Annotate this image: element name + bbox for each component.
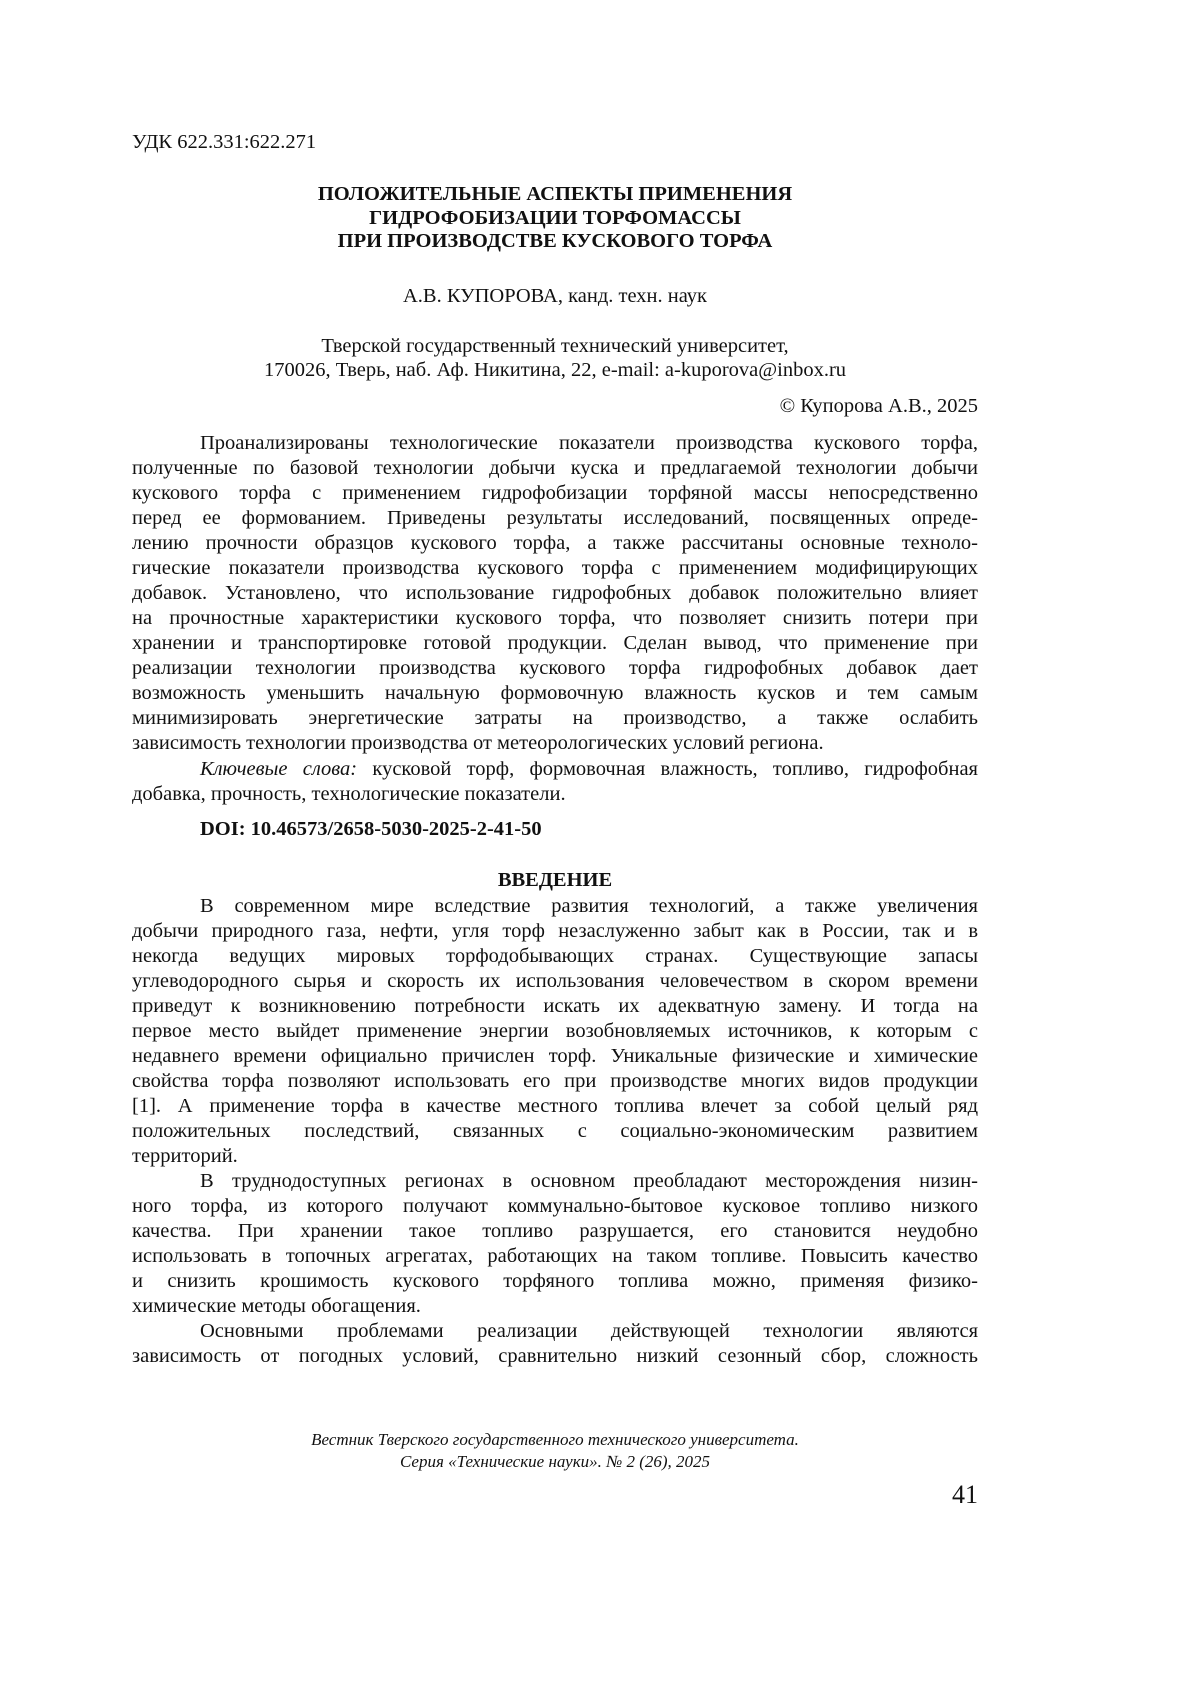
text-line: Основными проблемами реализации действующей технологии являются (200, 1320, 978, 1342)
text-line: некогда ведущих мировых торфодобывающих странах. Существующие запасы (132, 945, 978, 967)
text-line: добавок. Установлено, что использование гидрофобных добавок положительно влияет (132, 582, 978, 604)
text-line: минимизировать энергетические затраты на производство, а также ослабить (132, 707, 978, 729)
text-line: полученные по базовой технологии добычи куска и предлагаемой технологии добычи (132, 457, 978, 479)
text-line: В современном мире вследствие развития технологий, а также увеличения (200, 895, 978, 917)
text-line: качества. При хранении такое топливо разрушается, его становится неудобно (132, 1220, 978, 1242)
udk-code: УДК 622.331:622.271 (132, 131, 317, 153)
affiliation (132, 334, 978, 382)
footer-line: Вестник Тверского государственного технического университета. (311, 1430, 799, 1449)
text-line: свойства торфа позволяют использовать его при производстве многих видов продукции (132, 1070, 978, 1092)
title-line: ПРИ ПРОИЗВОДСТВЕ КУСКОВОГО ТОРФА (337, 230, 773, 252)
text-line: недавнего времени официально причислен торф. Уникальные физические и химические (132, 1045, 978, 1067)
text-line: и снизить крошимость кускового торфяного топлива можно, применяя физико- (132, 1270, 978, 1292)
keywords-label: Ключевые слова: (200, 758, 358, 780)
text-line: Проанализированы технологические показатели производства кускового торфа, (200, 432, 978, 454)
paragraph (132, 894, 978, 1169)
paragraph (132, 1169, 978, 1319)
text-line: лению прочности образцов кускового торфа, а также рассчитаны основные техноло- (132, 532, 978, 554)
abstract (132, 431, 978, 756)
text-line: ного торфа, из которого получают коммунально-бытовое кусковое топливо низкого (132, 1195, 978, 1217)
text-line: первое место выйдет применение энергии возобновляемых источников, к которым с (132, 1020, 978, 1042)
journal-footer (132, 1429, 978, 1473)
page-number: 41 (952, 1480, 978, 1509)
section-heading: ВВЕДЕНИЕ (497, 869, 613, 891)
text-line: хранении и транспортировке готовой продукции. Сделан вывод, что применение при (132, 632, 978, 654)
keywords (132, 757, 978, 807)
text-line: положительных последствий, связанных с социально-экономическим развитием (132, 1120, 978, 1142)
title-line: ПОЛОЖИТЕЛЬНЫЕ АСПЕКТЫ ПРИМЕНЕНИЯ (317, 183, 793, 205)
text-line: возможность уменьшить начальную формовочную влажность кусков и тем самым (132, 682, 978, 704)
body-text (132, 894, 978, 1369)
footer-line: Серия «Технические науки». № 2 (26), 2025 (399, 1452, 711, 1471)
keywords-line (132, 757, 978, 782)
text-line: добычи природного газа, нефти, угля торф незаслуженно забыт как в России, так и в (132, 920, 978, 942)
article-title (132, 183, 978, 254)
text-line: В труднодоступных регионах в основном преобладают месторождения низин- (200, 1170, 978, 1192)
text-line: перед ее формованием. Приведены результаты исследований, посвященных опреде- (132, 507, 978, 529)
text-line: углеводородного сырья и скорость их использования человечеством в скором времени (132, 970, 978, 992)
affiliation-line: Тверской государственный технический университет, (321, 335, 789, 357)
affiliation-line: 170026, Тверь, наб. Аф. Никитина, 22, e-mail: a-kuporova@inbox.ru (263, 359, 847, 381)
keywords-text: кусковой торф, формовочная влажность, топливо, гидрофобная (357, 758, 978, 780)
text-line: гические показатели производства кускового торфа с применением модифицирующих (132, 557, 978, 579)
text-line: территорий. (132, 1145, 238, 1167)
copyright: © Купорова А.В., 2025 (779, 395, 978, 417)
doi: DOI: 10.46573/2658-5030-2025-2-41-50 (200, 818, 542, 840)
text-line: кускового торфа с применением гидрофобизации торфяной массы непосредственно (132, 482, 978, 504)
author: А.В. КУПОРОВА, канд. техн. наук (402, 285, 708, 307)
paragraph (132, 1319, 978, 1369)
title-line: ГИДРОФОБИЗАЦИИ ТОРФОМАССЫ (369, 206, 741, 229)
text-line: реализации технологии производства кускового торфа гидрофобных добавок дает (132, 657, 978, 679)
text-line: [1]. А применение торфа в качестве местного топлива влечет за собой целый ряд (132, 1095, 978, 1117)
keywords-line: добавка, прочность, технологические показатели. (132, 783, 566, 805)
text-line: приведут к возникновению потребности искать их адекватную замену. И тогда на (132, 995, 978, 1017)
text-line: зависимость технологии производства от метеорологических условий региона. (132, 732, 824, 754)
text-line: на прочностные характеристики кускового торфа, что позволяет снизить потери при (132, 607, 978, 629)
text-line: химические методы обогащения. (132, 1295, 421, 1317)
text-line: зависимость от погодных условий, сравнительно низкий сезонный сбор, сложность (132, 1345, 978, 1367)
text-line: использовать в топочных агрегатах, работающих на таком топливе. Повысить качество (132, 1245, 978, 1267)
